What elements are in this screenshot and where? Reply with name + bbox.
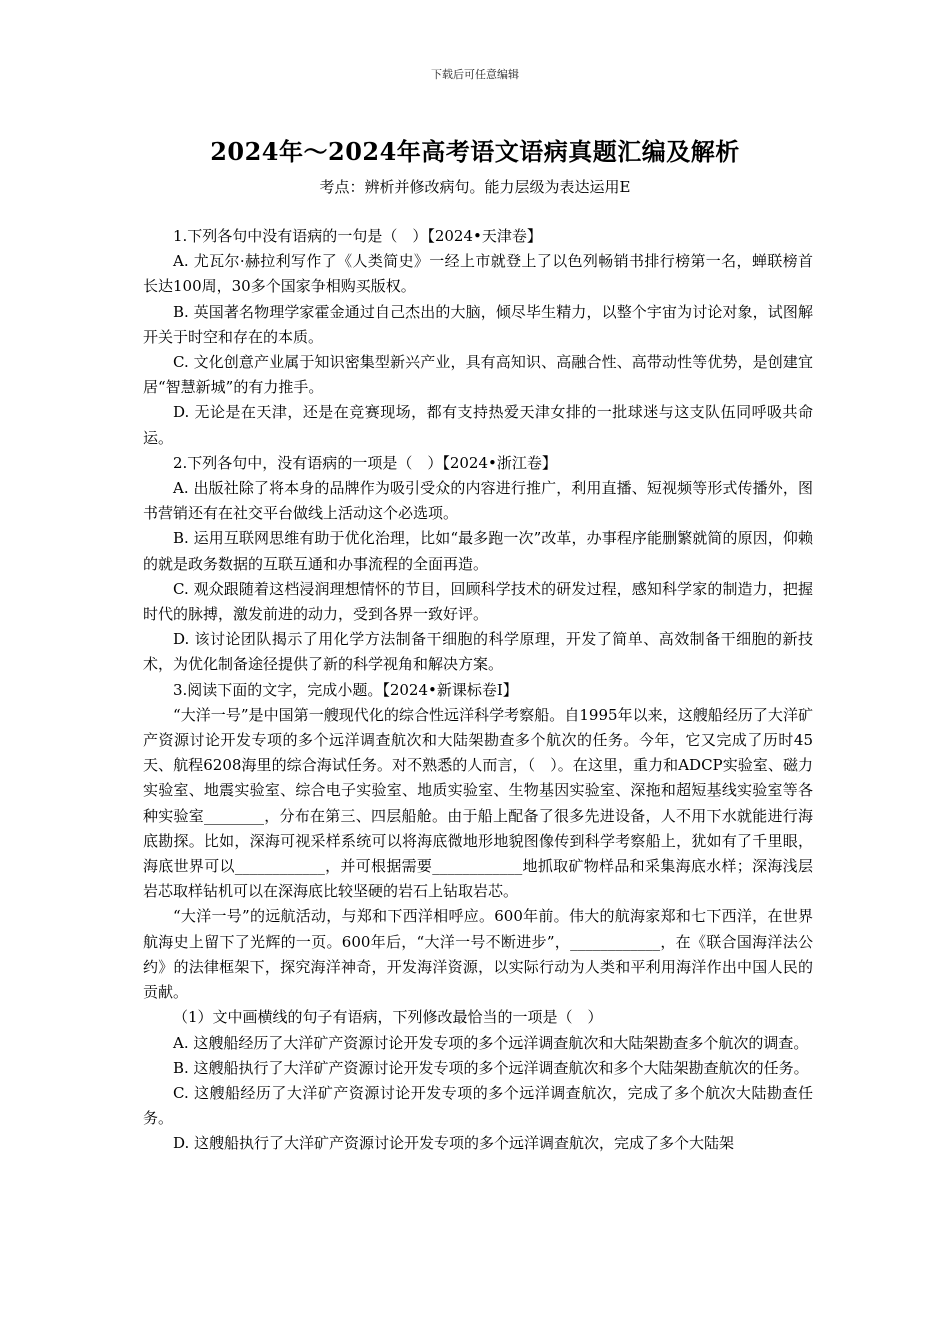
paragraph: 2.下列各句中，没有语病的一项是（ ）【2024•浙江卷】	[173, 453, 557, 472]
paragraph: 1.下列各句中没有语病的一句是（ ）【2024•天津卷】	[173, 227, 542, 245]
paragraph: D. 该讨论团队揭示了用化学方法制备干细胞的科学原理，开发了简单、高效制备干细胞的新技术，为优化制备途径提供了新的科学视角和解决方案。	[143, 630, 813, 674]
paragraph: “大洋一号”的远航活动，与郑和下西洋相呼应。600年前。伟大的航海家郑和七下西洋，在世界航海史上留下了光辉的一页。600年后，“大洋一号不断进步”，____________，在《联合国海洋法公约》的法律框架下，探究海洋神奇，开发海洋资源，以实际行动为人类和平利用海洋作出中国人民的贡献。	[143, 907, 813, 1002]
header-note: 下载后可任意编辑	[431, 68, 519, 81]
paragraph: A. 出版社除了将本身的品牌作为吸引受众的内容进行推广，利用直播、短视频等形式传播外，图书营销还有在社交平台做线上活动这个必选项。	[143, 479, 813, 523]
document-subtitle: 考点：辨析并修改病句。能力层级为表达运用E	[319, 178, 631, 196]
paragraph: （1）文中画横线的句子有语病，下列修改最恰当的一项是（ ）	[173, 1008, 603, 1027]
paragraph: C. 文化创意产业属于知识密集型新兴产业，具有高知识、高融合性、高带动性等优势，是创建宜居“智慧新城”的有力推手。	[143, 353, 813, 397]
paragraph: C. 观众跟随着这档浸润理想情怀的节目，回顾科学技术的研发过程，感知科学家的制造力，把握时代的脉搏，激发前进的动力，受到各界一致好评。	[143, 579, 813, 624]
document-body	[143, 224, 813, 1157]
paragraph: B. 运用互联网思维有助于优化治理，比如“最多跑一次”改革，办事程序能删繁就简的原因，仰赖的就是政务数据的互联互通和办事流程的全面再造。	[143, 529, 813, 573]
paragraph: A. 这艘船经历了大洋矿产资源讨论开发专项的多个远洋调查航次和大陆架勘查多个航次的调查。	[173, 1033, 809, 1052]
paragraph: 3.阅读下面的文字，完成小题。【2024•新课标卷Ⅰ】	[173, 680, 518, 699]
paragraph: D. 这艘船执行了大洋矿产资源讨论开发专项的多个远洋调查航次，完成了多个大陆架	[173, 1134, 735, 1153]
document-title: 2024年～2024年高考语文语病真题汇编及解析	[210, 137, 740, 166]
paragraph: B. 英国著名物理学家霍金通过自己杰出的大脑，倾尽毕生精力，以整个宇宙为讨论对象，试图解开关于时空和存在的本质。	[143, 302, 813, 346]
paragraph: A. 尤瓦尔·赫拉利写作了《人类简史》一经上市就登上了以色列畅销书排行榜第一名，蝉联榜首长达100周，30多个国家争相购买版权。	[143, 252, 813, 296]
paragraph: D. 无论是在天津，还是在竞赛现场，都有支持热爱天津女排的一批球迷与这支队伍同呼吸共命运。	[143, 403, 813, 447]
paragraph: C. 这艘船经历了大洋矿产资源讨论开发专项的多个远洋调查航次，完成了多个航次大陆勘查任务。	[143, 1083, 813, 1128]
paragraph: “大洋一号”是中国第一艘现代化的综合性远洋科学考察船。自1995年以来，这艘船经历了大洋矿产资源讨论开发专项的多个远洋调查航次和大陆架勘查多个航次的任务。今年，它又完成了历时45天、航程6208海里的综合海试任务。对不熟悉的人而言，（ ）。在这里，重力和ADCP实验室、磁力实验室、地震实验室、综合电子实验室、地质实验室、生物基因实验室、深拖和超短基线实验室等各种实验室________，分布在第三、四层船舱。由于船上配备了很多先进设备，人不用下水就能进行海底勘探。比如，深海可视采样系统可以将海底微地形地貌图像传到科学考察船上，犹如有了千里眼，海底世界可以____________，并可根据需要____________地抓取矿物样品和采集海底水样；深海浅层岩芯取样钻机可以在深海底比较坚硬的岩石上钻取岩芯。	[143, 705, 813, 901]
paragraph: B. 这艘船执行了大洋矿产资源讨论开发专项的多个远洋调查航次和多个大陆架勘查航次的任务。	[173, 1058, 809, 1077]
